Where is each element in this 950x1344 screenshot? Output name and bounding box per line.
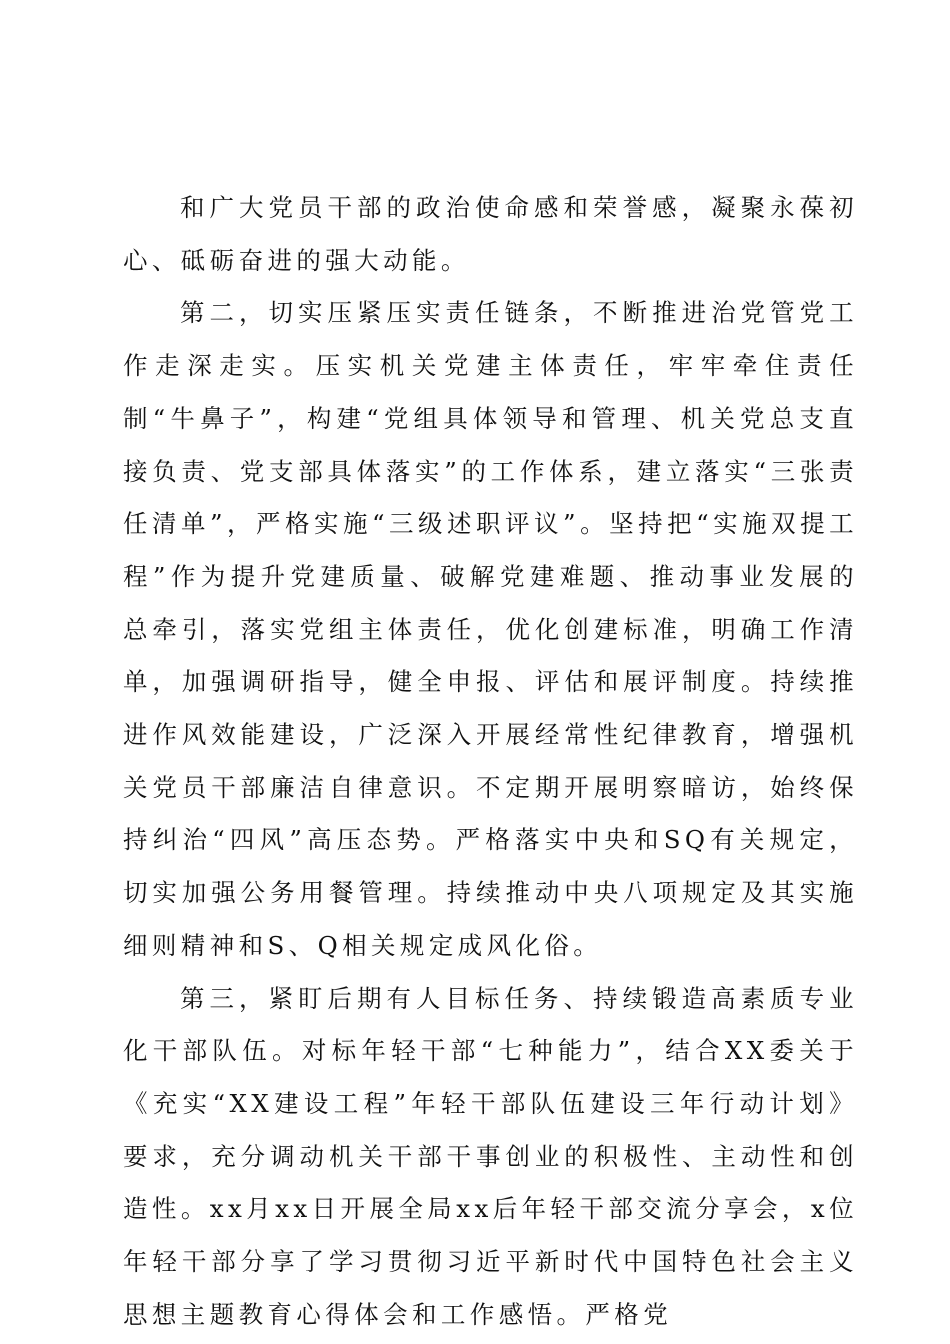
- paragraph-continued: 和广大党员干部的政治使命感和荣誉感，凝聚永葆初心、砥砺奋进的强大动能。: [123, 193, 858, 275]
- document-body: [123, 182, 858, 1341]
- paragraph-second-point: 第二，切实压紧压实责任链条，不断推进治党管党工作走深走实。压实机关党建主体责任，牢牢牵住责任制“牛鼻子”，构建“党组具体领导和管理、机关党总支直接负责、党支部具体落实”的工作体系，建立落实“三张责任清单”，严格实施“三级述职评议”。坚持把“实施双提工程”作为提升党建质量、破解党建难题、推动事业发展的总牵引，落实党组主体责任，优化创建标准，明确工作清单，加强调研指导，健全申报、评估和展评制度。持续推进作风效能建设，广泛深入开展经常性纪律教育，增强机关党员干部廉洁自律意识。不定期开展明察暗访，始终保持纠治“四风”高压态势。严格落实中央和SQ有关规定，切实加强公务用餐管理。持续推动中央八项规定及其实施细则精神和S、Q相关规定成风化俗。: [123, 298, 858, 960]
- paragraph-third-point: 第三，紧盯后期有人目标任务、持续锻造高素质专业化干部队伍。对标年轻干部“七种能力”，结合XX委关于《充实“XX建设工程”年轻干部队伍建设三年行动计划》要求，充分调动机关干部干事创业的积极性、主动性和创造性。xx月xx日开展全局xx后年轻干部交流分享会，x位年轻干部分享了学习贯彻习近平新时代中国特色社会主义思想主题教育心得体会和工作感悟。严格党: [123, 983, 858, 1329]
